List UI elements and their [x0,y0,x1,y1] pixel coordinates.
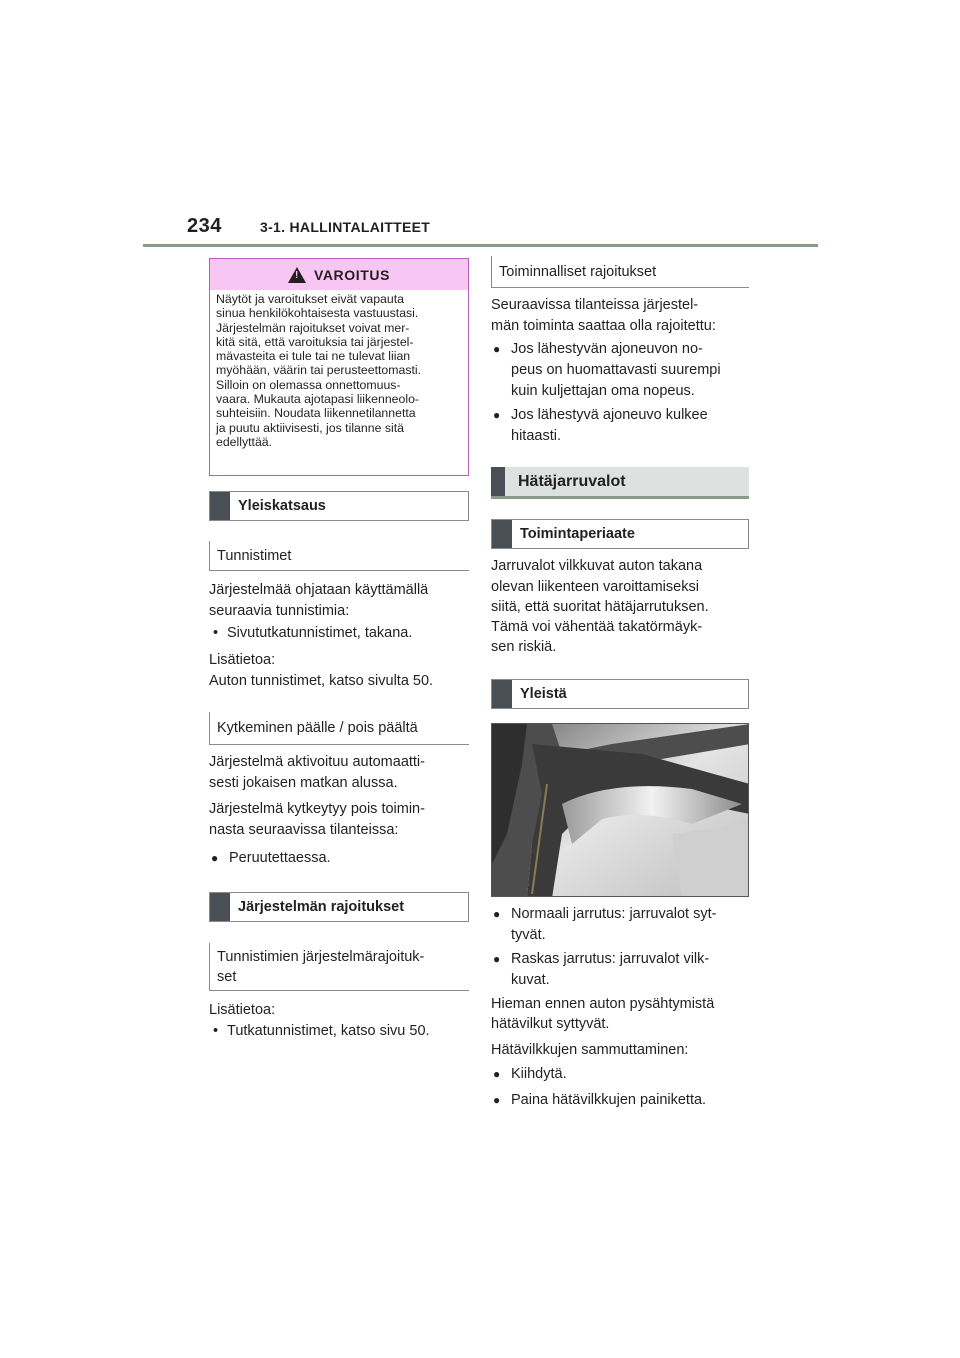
more-info-label: Lisätietoa: [209,652,276,668]
switch-text: Järjestelmä aktivoituu automaatti- [209,754,425,770]
warning-line: kitä sitä, että varoituksia tai järjestel- [216,334,414,349]
hazard-bullet: ● Paina hätävilkkujen painiketta. [493,1090,706,1111]
warning-line: mävasteita ei tule tai ne tulevat liian [216,349,411,364]
limits-more-info-item: • Tutkatunnistimet, katso sivu 50. [209,1021,430,1042]
hazard-text: Hieman ennen auton pysähtymistä [491,996,715,1012]
sensor-limits-subheading [209,943,469,991]
hazard-off-label: Hätävilkkujen sammuttaminen: [491,1042,689,1058]
brake-bullet-cont: kuvat. [511,972,550,988]
overview-heading-label: Yleiskatsaus [238,498,326,514]
principle-text: olevan liikenteen varoittamiseksi [491,579,699,595]
warning-line: Näytöt ja varoitukset eivät vapauta [216,292,404,306]
limits-more-info-label: Lisätietoa: [209,1002,276,1018]
general-heading [491,679,749,709]
brake-bullet-cont: tyvät. [511,927,546,943]
hazard-text: hätävilkut syttyvät. [491,1016,610,1032]
sensor-limits-subheading-line: set [217,968,237,985]
warning-title: VAROITUS [313,266,391,283]
sensors-subheading [209,541,469,571]
warning-text [210,290,468,455]
switch-subheading [209,712,469,745]
warning-header [210,259,468,290]
section-title: 3-1. HALLINTALAITTEET [260,219,431,235]
func-limits-text: Seuraavissa tilanteissa järjestel- [491,297,699,313]
sensors-text: Järjestelmää ohjataan käyttämällä [209,582,429,598]
brake-light-photo [491,723,749,897]
func-limits-bullet: ● Jos lähestyvän ajoneuvon no- [493,339,703,360]
func-limits-bullet-cont: kuin kuljettajan oma nopeus. [511,383,695,399]
warning-line: ja puutu aktiivisesti, jos tilanne sitä [216,420,404,435]
warning-line: Järjestelmän rajoitukset voivat mer- [216,320,410,335]
more-info-text: Auton tunnistimet, katso sivulta 50. [209,673,434,689]
warning-triangle-icon: ! [288,267,306,283]
overview-heading [209,491,469,521]
emergency-heading-label: Hätäjarruvalot [518,472,626,490]
limits-heading [209,892,469,922]
principle-heading [491,519,749,549]
brake-bullet: ● Normaali jarrutus: jarruvalot syt- [493,904,716,925]
switch-text: nasta seuraavissa tilanteissa: [209,822,399,838]
func-limits-bullet-cont: peus on huomattavasti suurempi [511,362,721,378]
principle-text: Tämä voi vähentää takatörmäyk- [491,619,703,635]
switch-text: Järjestelmä kytkeytyy pois toimin- [209,801,425,817]
principle-heading-label: Toimintaperiaate [520,526,635,542]
switch-text: sesti jokaisen matkan alussa. [209,775,398,791]
func-limits-bullet-cont: hitaasti. [511,428,561,444]
func-limits-subheading [491,256,749,288]
warning-line: sinua henkilökohtaisesta vastuustasi. [216,306,419,321]
func-limits-bullet: ● Jos lähestyvä ajoneuvo kulkee [493,405,708,426]
sensor-limits-subheading-line: Tunnistimien järjestelmärajoituk- [217,948,425,965]
brake-light-illustration [492,724,749,897]
header-divider [143,244,818,247]
principle-text: siitä, että suoritat hätäjarrutuksen. [491,599,709,615]
principle-text: Jarruvalot vilkkuvat auton takana [491,558,703,574]
warning-line: suhteisiin. Noudata liikennetilannetta [216,406,416,421]
warning-line: vaara. Mukauta ajotapasi liikenneolo- [216,392,420,407]
brake-bullet: ● Raskas jarrutus: jarruvalot vilk- [493,949,709,970]
principle-text: sen riskiä. [491,639,557,655]
emergency-heading [491,467,749,499]
warning-box [209,258,469,476]
general-heading-label: Yleistä [520,686,567,702]
warning-line: edellyttää. [216,434,273,449]
sensors-text: seuraavia tunnistimia: [209,603,350,619]
page-number: 234 [187,215,222,237]
hazard-bullet: ● Kiihdytä. [493,1064,567,1085]
limits-heading-label: Järjestelmän rajoitukset [238,899,405,915]
func-limits-subheading-label: Toiminnalliset rajoitukset [499,263,657,280]
warning-line: Silloin on olemassa onnettomuus- [216,377,401,392]
sensors-list-item: • Sivututkatunnistimet, takana. [209,623,412,644]
switch-bullet: ● Peruutettaessa. [211,848,331,869]
func-limits-text: män toiminta saattaa olla rajoitettu: [491,318,716,334]
sensors-subheading-label: Tunnistimet [217,547,292,564]
switch-subheading-label: Kytkeminen päälle / pois päältä [217,720,418,736]
warning-line: myöhään, väärin tai perusteettomasti. [216,363,422,378]
